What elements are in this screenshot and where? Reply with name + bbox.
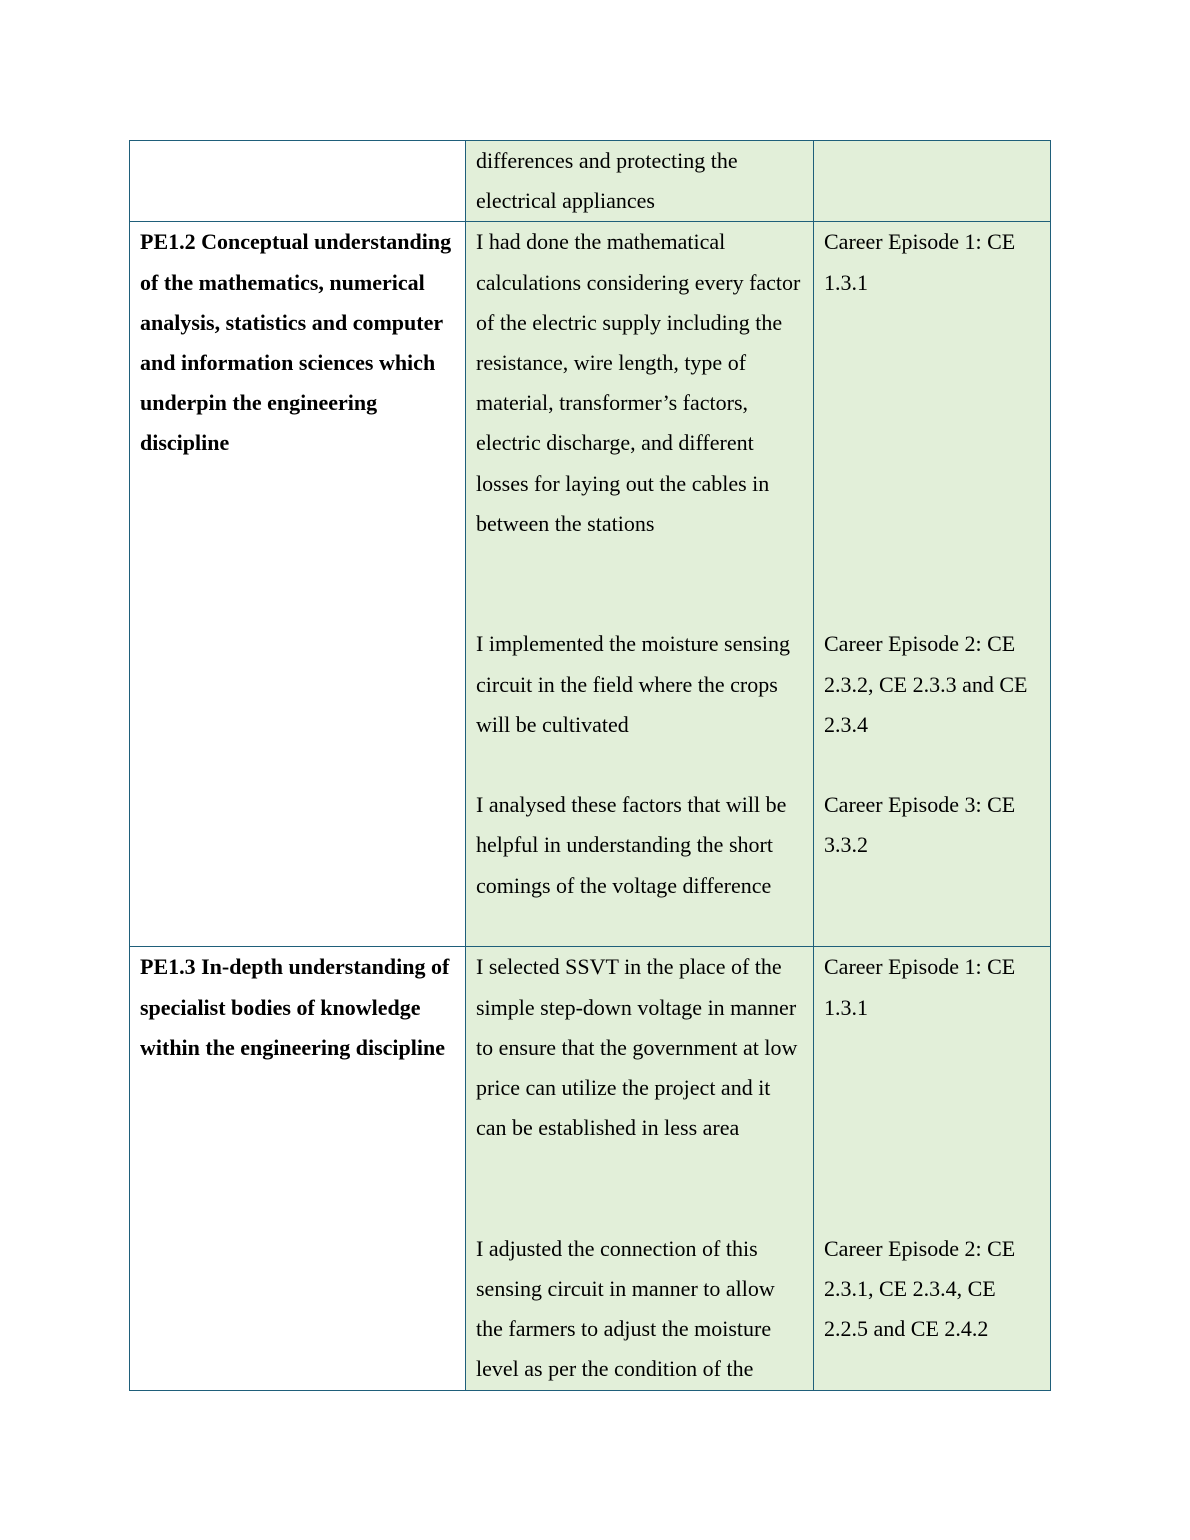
table-row [130, 222, 1051, 947]
evidence-cell [466, 141, 814, 222]
competency-cell [130, 222, 466, 947]
reference-paragraph: Career Episode 3: CE 3.3.2 [824, 792, 1016, 858]
competency-cell [130, 141, 466, 222]
evidence-paragraph: I had done the mathematical calculations considering every factor of the electric supply including the resistance, wire length, type of material, transformer’s factors, electric discharge, and different losses for laying out the cables in between the stations [476, 229, 801, 536]
reference-cell [814, 947, 1051, 1390]
paragraph-gap [476, 584, 803, 624]
competency-cell [130, 947, 466, 1390]
paragraph-gap [824, 584, 1040, 624]
evidence-paragraph: I adjusted the connection of this sensing circuit in manner to allow the farmers to adjust the moisture level as per the condition of the [476, 1235, 775, 1382]
evidence-cell [466, 222, 814, 947]
competency-text: PE1.2 Conceptual understanding of the mathematics, numerical analysis, statistics and computer and information sciences which underpin the engineering discipline [140, 229, 452, 456]
evidence-cell [466, 947, 814, 1390]
paragraph-gap [824, 1189, 1040, 1229]
reference-paragraph: Career Episode 2: CE 2.3.1, CE 2.3.4, CE 2.2.5 and CE 2.4.2 [824, 1235, 1016, 1342]
table-row [130, 947, 1051, 1390]
summary-statement-table [129, 140, 1051, 1391]
paragraph-gap [476, 1189, 803, 1229]
evidence-paragraph: I analysed these factors that will be helpful in understanding the short comings of the voltage difference [476, 792, 787, 898]
reference-paragraph: Career Episode 2: CE 2.3.2, CE 2.3.3 and CE 2.3.4 [824, 631, 1028, 737]
reference-paragraph: Career Episode 1: CE 1.3.1 [824, 229, 1016, 295]
table-row [130, 141, 1051, 222]
reference-cell [814, 141, 1051, 222]
paragraph-gap [824, 745, 1040, 785]
reference-cell [814, 222, 1051, 947]
evidence-paragraph: differences and protecting the electrical appliances [476, 148, 738, 214]
evidence-paragraph: I implemented the moisture sensing circuit in the field where the crops will be cultivated [476, 631, 791, 737]
reference-paragraph: Career Episode 1: CE 1.3.1 [824, 954, 1016, 1020]
evidence-paragraph: I selected SSVT in the place of the simple step-down voltage in manner to ensure that the government at low price can utilize the project and it can be established in less area [476, 954, 798, 1141]
paragraph-gap [476, 745, 803, 785]
competency-text: PE1.3 In-depth understanding of specialist bodies of knowledge within the engineering discipline [140, 954, 450, 1060]
